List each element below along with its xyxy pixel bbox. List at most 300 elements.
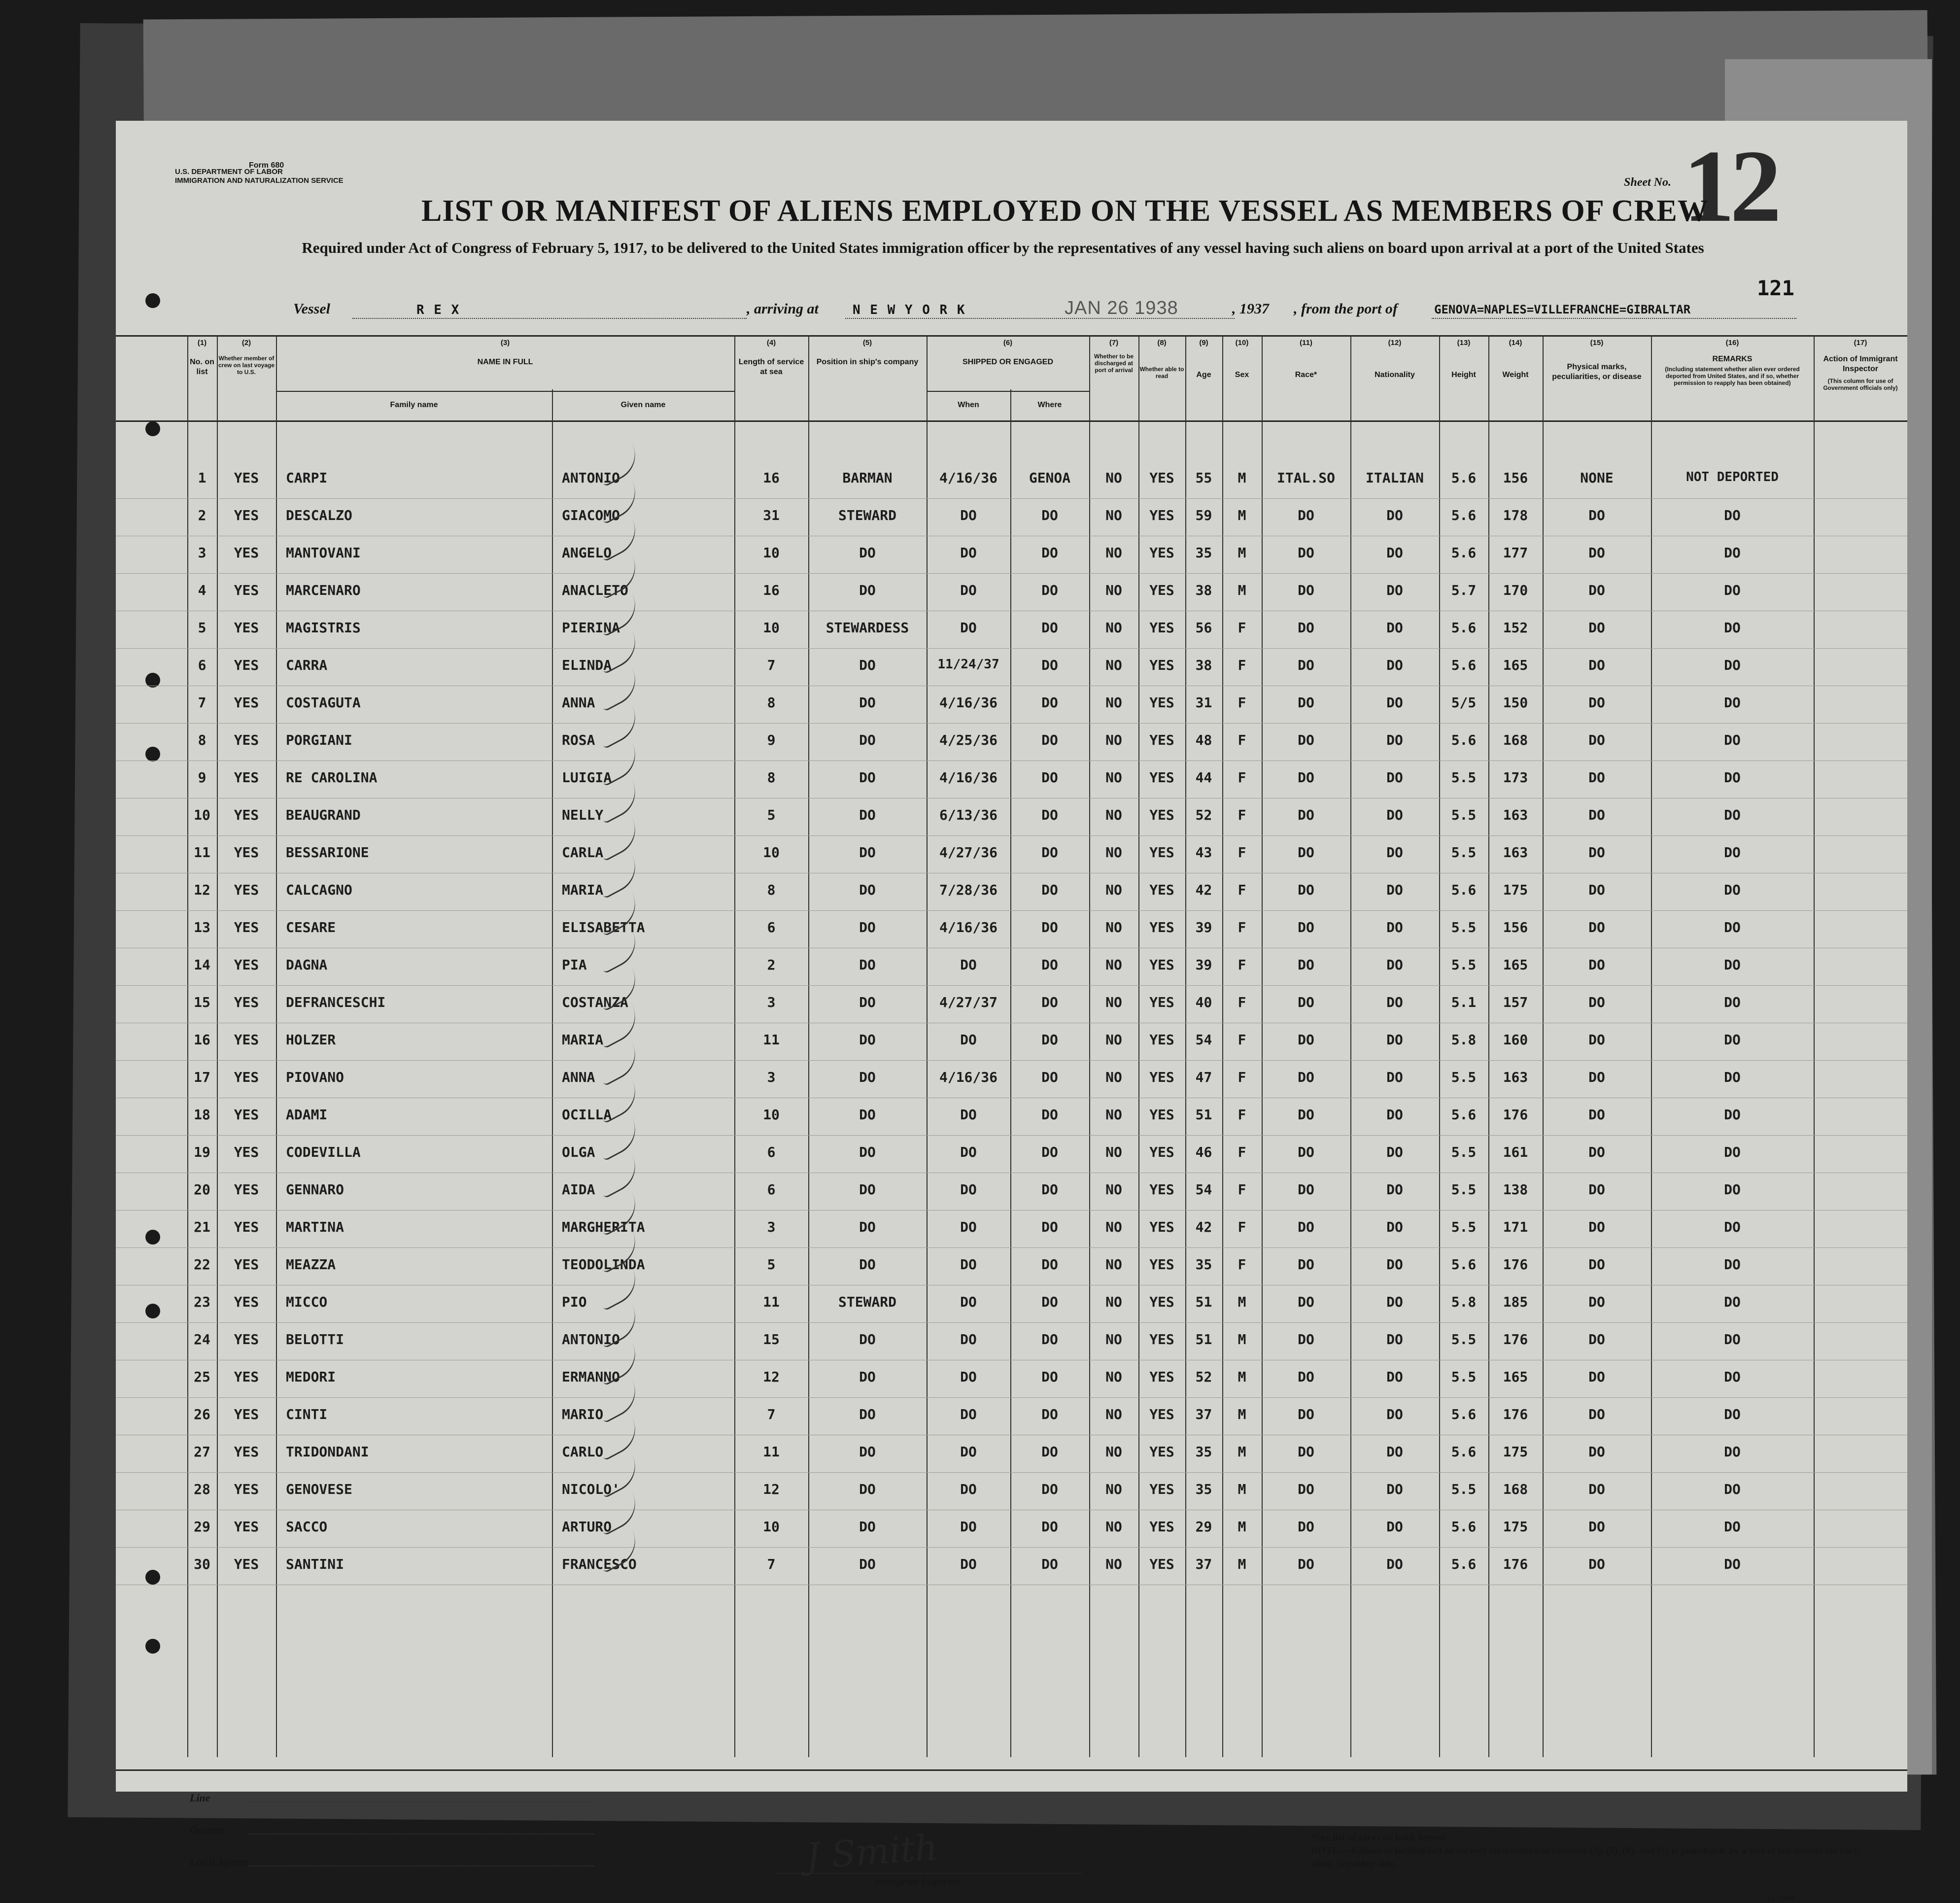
cell-previous-voyage: YES bbox=[234, 1556, 259, 1572]
cell-shipped-where: GENOA bbox=[1029, 470, 1071, 486]
cell-shipped-where: DO bbox=[1041, 769, 1058, 786]
cell-race: DO bbox=[1298, 694, 1314, 711]
cell-shipped-where: DO bbox=[1041, 1444, 1058, 1460]
cell-previous-voyage: YES bbox=[234, 1481, 259, 1497]
cell-service-length: 10 bbox=[763, 844, 780, 861]
cell-row-number: 24 bbox=[194, 1331, 210, 1348]
cell-height: 5/5 bbox=[1451, 694, 1477, 711]
cell-height: 5.6 bbox=[1451, 732, 1477, 748]
cell-physical-marks: DO bbox=[1588, 582, 1605, 598]
cell-given-name: MARGHERITA bbox=[562, 1219, 645, 1235]
footer-notes bbox=[1311, 1831, 1878, 1871]
cell-shipped-when: DO bbox=[960, 1519, 977, 1535]
cell-shipped-when: DO bbox=[960, 620, 977, 636]
cell-age: 54 bbox=[1195, 1181, 1212, 1198]
cell-family-name: ADAMI bbox=[286, 1107, 328, 1123]
cell-weight: 168 bbox=[1503, 1481, 1528, 1497]
cell-able-to-read: YES bbox=[1149, 1369, 1174, 1385]
cell-shipped-when: 4/16/36 bbox=[939, 694, 997, 711]
cell-given-name: ROSA bbox=[562, 732, 595, 748]
cell-discharged: NO bbox=[1105, 994, 1122, 1010]
cell-weight: 170 bbox=[1503, 582, 1528, 598]
cell-discharged: NO bbox=[1105, 1107, 1122, 1123]
cell-shipped-when: 7/28/36 bbox=[939, 882, 997, 898]
cell-row-number: 15 bbox=[194, 994, 210, 1010]
cell-race: DO bbox=[1298, 582, 1314, 598]
cell-discharged: NO bbox=[1105, 582, 1122, 598]
cell-previous-voyage: YES bbox=[234, 1294, 259, 1310]
shipped-subrule bbox=[927, 391, 1089, 392]
table-row bbox=[116, 536, 1907, 574]
cell-physical-marks: DO bbox=[1588, 1444, 1605, 1460]
cell-service-length: 12 bbox=[763, 1369, 780, 1385]
cell-race: DO bbox=[1298, 1144, 1314, 1160]
cell-row-number: 13 bbox=[194, 919, 210, 935]
department-name: U.S. DEPARTMENT OF LABOR bbox=[175, 168, 283, 176]
remarks-instruction: (Including statement whether alien ever ordered deported from United States, and if so, whether permission to reapply has been obtained) bbox=[1665, 366, 1800, 386]
table-row bbox=[116, 1360, 1907, 1398]
cell-nationality: DO bbox=[1386, 694, 1403, 711]
cell-remarks: DO bbox=[1724, 694, 1741, 711]
cell-remarks: DO bbox=[1724, 769, 1741, 786]
cell-age: 51 bbox=[1195, 1294, 1212, 1310]
cell-able-to-read: YES bbox=[1149, 657, 1174, 673]
cell-sex: M bbox=[1238, 545, 1246, 561]
form-number: Form 680 bbox=[249, 161, 284, 170]
column-header-shipped: (6) SHIPPED OR ENGAGED bbox=[962, 339, 1054, 366]
cell-row-number: 7 bbox=[198, 694, 206, 711]
cell-shipped-where: DO bbox=[1041, 1181, 1058, 1198]
cell-weight: 163 bbox=[1503, 807, 1528, 823]
cell-race: DO bbox=[1298, 1107, 1314, 1123]
cell-remarks: DO bbox=[1724, 1181, 1741, 1198]
cell-remarks: DO bbox=[1724, 545, 1741, 561]
cell-previous-voyage: YES bbox=[234, 1444, 259, 1460]
cell-nationality: DO bbox=[1386, 1519, 1403, 1535]
cell-family-name: HOLZER bbox=[286, 1032, 336, 1048]
cell-family-name: DESCALZO bbox=[286, 507, 352, 523]
cell-sex: F bbox=[1238, 919, 1246, 935]
cell-age: 37 bbox=[1195, 1556, 1212, 1572]
cell-shipped-when: 4/16/36 bbox=[939, 919, 997, 935]
cell-height: 5.5 bbox=[1451, 1219, 1477, 1235]
cell-position: DO bbox=[859, 1444, 876, 1460]
cell-remarks: DO bbox=[1724, 1331, 1741, 1348]
cell-position: DO bbox=[859, 1481, 876, 1497]
cell-race: DO bbox=[1298, 1519, 1314, 1535]
cell-discharged: NO bbox=[1105, 694, 1122, 711]
cell-given-name: AIDA bbox=[562, 1181, 595, 1198]
cell-previous-voyage: YES bbox=[234, 994, 259, 1010]
cell-able-to-read: YES bbox=[1149, 769, 1174, 786]
cell-physical-marks: NONE bbox=[1580, 470, 1614, 486]
cell-race: DO bbox=[1298, 957, 1314, 973]
cell-remarks: DO bbox=[1724, 1481, 1741, 1497]
footer-rule bbox=[116, 1769, 1907, 1771]
cell-race: DO bbox=[1298, 1181, 1314, 1198]
cell-weight: 163 bbox=[1503, 1069, 1528, 1085]
cell-row-number: 16 bbox=[194, 1032, 210, 1048]
cell-previous-voyage: YES bbox=[234, 807, 259, 823]
cell-row-number: 21 bbox=[194, 1219, 210, 1235]
table-row bbox=[116, 985, 1907, 1023]
cell-shipped-where: DO bbox=[1041, 1481, 1058, 1497]
cell-previous-voyage: YES bbox=[234, 919, 259, 935]
arrival-date-stamp: JAN 26 1938 bbox=[1065, 298, 1178, 318]
cell-family-name: CARRA bbox=[286, 657, 328, 673]
cell-height: 5.5 bbox=[1451, 919, 1477, 935]
cell-service-length: 10 bbox=[763, 545, 780, 561]
cell-able-to-read: YES bbox=[1149, 545, 1174, 561]
cell-family-name: BELOTTI bbox=[286, 1331, 344, 1348]
cell-family-name: CINTI bbox=[286, 1406, 328, 1422]
cell-nationality: DO bbox=[1386, 657, 1403, 673]
cell-height: 5.8 bbox=[1451, 1294, 1477, 1310]
cell-service-length: 3 bbox=[767, 1069, 776, 1085]
cell-given-name: PIA bbox=[562, 957, 587, 973]
cell-previous-voyage: YES bbox=[234, 732, 259, 748]
cell-age: 46 bbox=[1195, 1144, 1212, 1160]
table-row bbox=[116, 723, 1907, 761]
local-agents-label: Local Agents bbox=[190, 1856, 248, 1868]
cell-race: DO bbox=[1298, 732, 1314, 748]
cell-discharged: NO bbox=[1105, 769, 1122, 786]
cell-discharged: NO bbox=[1105, 1144, 1122, 1160]
cell-nationality: DO bbox=[1386, 1219, 1403, 1235]
cell-nationality: DO bbox=[1386, 1294, 1403, 1310]
cell-remarks: NOT DEPORTED bbox=[1686, 470, 1779, 484]
cell-position: DO bbox=[859, 919, 876, 935]
cell-shipped-when: 4/16/36 bbox=[939, 470, 997, 486]
signature-line bbox=[776, 1873, 1082, 1874]
cell-sex: F bbox=[1238, 1144, 1246, 1160]
cell-physical-marks: DO bbox=[1588, 1107, 1605, 1123]
cell-given-name: ANNA bbox=[562, 694, 595, 711]
cell-physical-marks: DO bbox=[1588, 1331, 1605, 1348]
cell-remarks: DO bbox=[1724, 1294, 1741, 1310]
cell-physical-marks: DO bbox=[1588, 1406, 1605, 1422]
cell-discharged: NO bbox=[1105, 919, 1122, 935]
cell-sex: M bbox=[1238, 1369, 1246, 1385]
cell-weight: 175 bbox=[1503, 1519, 1528, 1535]
cell-position: DO bbox=[859, 1406, 876, 1422]
cell-age: 47 bbox=[1195, 1069, 1212, 1085]
cell-service-length: 5 bbox=[767, 807, 776, 823]
cell-nationality: DO bbox=[1386, 882, 1403, 898]
cell-physical-marks: DO bbox=[1588, 769, 1605, 786]
cell-sex: M bbox=[1238, 1406, 1246, 1422]
cell-shipped-where: DO bbox=[1041, 620, 1058, 636]
cell-race: DO bbox=[1298, 507, 1314, 523]
cell-given-name: CARLA bbox=[562, 844, 604, 861]
cell-discharged: NO bbox=[1105, 807, 1122, 823]
cell-race: DO bbox=[1298, 882, 1314, 898]
cell-physical-marks: DO bbox=[1588, 657, 1605, 673]
cell-race: DO bbox=[1298, 657, 1314, 673]
cell-physical-marks: DO bbox=[1588, 507, 1605, 523]
cell-service-length: 6 bbox=[767, 919, 776, 935]
cell-race: DO bbox=[1298, 1369, 1314, 1385]
cell-shipped-where: DO bbox=[1041, 844, 1058, 861]
cell-row-number: 14 bbox=[194, 957, 210, 973]
cell-weight: 175 bbox=[1503, 882, 1528, 898]
cell-previous-voyage: YES bbox=[234, 694, 259, 711]
cell-height: 5.5 bbox=[1451, 1331, 1477, 1348]
cell-shipped-where: DO bbox=[1041, 882, 1058, 898]
cell-height: 5.5 bbox=[1451, 957, 1477, 973]
column-header-age: (9) Age bbox=[1196, 339, 1211, 379]
table-row bbox=[116, 686, 1907, 724]
cell-sex: M bbox=[1238, 1556, 1246, 1572]
cell-given-name: ANTONIO bbox=[562, 1331, 620, 1348]
manifest-sheet bbox=[116, 121, 1907, 1903]
cell-row-number: 19 bbox=[194, 1144, 210, 1160]
cell-discharged: NO bbox=[1105, 1219, 1122, 1235]
cell-shipped-when: DO bbox=[960, 1181, 977, 1198]
cell-shipped-when: DO bbox=[960, 582, 977, 598]
cell-nationality: DO bbox=[1386, 844, 1403, 861]
cell-position: DO bbox=[859, 1032, 876, 1048]
cell-service-length: 15 bbox=[763, 1331, 780, 1348]
cell-able-to-read: YES bbox=[1149, 1107, 1174, 1123]
cell-weight: 171 bbox=[1503, 1219, 1528, 1235]
cell-row-number: 8 bbox=[198, 732, 206, 748]
cell-given-name: ERMANNO bbox=[562, 1369, 620, 1385]
cell-previous-voyage: YES bbox=[234, 1406, 259, 1422]
cell-remarks: DO bbox=[1724, 919, 1741, 935]
table-row bbox=[116, 611, 1907, 649]
cell-discharged: NO bbox=[1105, 1556, 1122, 1572]
cell-shipped-where: DO bbox=[1041, 1219, 1058, 1235]
cell-shipped-where: DO bbox=[1041, 732, 1058, 748]
cell-previous-voyage: YES bbox=[234, 882, 259, 898]
cell-sex: F bbox=[1238, 694, 1246, 711]
cell-previous-voyage: YES bbox=[234, 957, 259, 973]
cell-given-name: OLGA bbox=[562, 1144, 595, 1160]
cell-able-to-read: YES bbox=[1149, 1181, 1174, 1198]
cell-family-name: BESSARIONE bbox=[286, 844, 369, 861]
cell-row-number: 18 bbox=[194, 1107, 210, 1123]
cell-previous-voyage: YES bbox=[234, 470, 259, 486]
column-header-service: (4) Length of service at sea bbox=[738, 339, 804, 376]
cell-discharged: NO bbox=[1105, 507, 1122, 523]
cell-shipped-when: DO bbox=[960, 1256, 977, 1273]
cell-given-name: TEODOLINDA bbox=[562, 1256, 645, 1273]
cell-shipped-where: DO bbox=[1041, 1369, 1058, 1385]
cell-able-to-read: YES bbox=[1149, 470, 1174, 486]
cell-race: DO bbox=[1298, 919, 1314, 935]
cell-weight: 185 bbox=[1503, 1294, 1528, 1310]
cell-position: DO bbox=[859, 1181, 876, 1198]
column-header-inspector-action: (17) Action of Immigrant Inspector (This column for use of Government officials only) bbox=[1814, 337, 1907, 420]
cell-service-length: 11 bbox=[763, 1294, 780, 1310]
cell-shipped-when: 4/25/36 bbox=[939, 732, 997, 748]
cell-physical-marks: DO bbox=[1588, 919, 1605, 935]
cell-sex: F bbox=[1238, 957, 1246, 973]
cell-previous-voyage: YES bbox=[234, 769, 259, 786]
cell-physical-marks: DO bbox=[1588, 732, 1605, 748]
cell-able-to-read: YES bbox=[1149, 1519, 1174, 1535]
cell-position: DO bbox=[859, 1256, 876, 1273]
cell-shipped-when: DO bbox=[960, 507, 977, 523]
table-row bbox=[116, 948, 1907, 986]
cell-height: 5.6 bbox=[1451, 620, 1477, 636]
cell-height: 5.1 bbox=[1451, 994, 1477, 1010]
cell-shipped-when: DO bbox=[960, 1144, 977, 1160]
cell-able-to-read: YES bbox=[1149, 694, 1174, 711]
cell-weight: 150 bbox=[1503, 694, 1528, 711]
cell-weight: 165 bbox=[1503, 1369, 1528, 1385]
cell-able-to-read: YES bbox=[1149, 1256, 1174, 1273]
cell-family-name: PIOVANO bbox=[286, 1069, 344, 1085]
given-name-subheader: Given name bbox=[620, 401, 666, 409]
cell-discharged: NO bbox=[1105, 1444, 1122, 1460]
column-header-nationality: (12) Nationality bbox=[1375, 339, 1415, 379]
cell-remarks: DO bbox=[1724, 507, 1741, 523]
sheet-number-stamp: 12 bbox=[1683, 129, 1777, 243]
column-header-race: (11) Race* bbox=[1295, 339, 1317, 379]
cell-previous-voyage: YES bbox=[234, 545, 259, 561]
cell-shipped-when: 4/16/36 bbox=[939, 1069, 997, 1085]
cell-nationality: DO bbox=[1386, 1144, 1403, 1160]
cell-remarks: DO bbox=[1724, 582, 1741, 598]
cell-physical-marks: DO bbox=[1588, 1519, 1605, 1535]
cell-weight: 152 bbox=[1503, 620, 1528, 636]
cell-row-number: 27 bbox=[194, 1444, 210, 1460]
inspector-instruction: (This column for use of Government officials only) bbox=[1823, 378, 1898, 391]
cell-family-name: BEAUGRAND bbox=[286, 807, 361, 823]
from-port-label: , from the port of bbox=[1294, 301, 1398, 317]
column-header-weight: (14) Weight bbox=[1502, 339, 1529, 379]
cell-weight: 157 bbox=[1503, 994, 1528, 1010]
cell-previous-voyage: YES bbox=[234, 1032, 259, 1048]
cell-family-name: DEFRANCESCHI bbox=[286, 994, 386, 1010]
table-row bbox=[116, 1397, 1907, 1435]
cell-weight: 178 bbox=[1503, 507, 1528, 523]
page-title: LIST OR MANIFEST OF ALIENS EMPLOYED ON THE VESSEL AS MEMBERS OF CREW bbox=[421, 194, 1709, 228]
cell-row-number: 22 bbox=[194, 1256, 210, 1273]
cell-race: DO bbox=[1298, 769, 1314, 786]
cell-service-length: 31 bbox=[763, 507, 780, 523]
table-row bbox=[116, 761, 1907, 798]
cell-sex: F bbox=[1238, 620, 1246, 636]
cell-remarks: DO bbox=[1724, 1519, 1741, 1535]
cell-previous-voyage: YES bbox=[234, 1256, 259, 1273]
cell-sex: F bbox=[1238, 1181, 1246, 1198]
year-label: , 1937 bbox=[1232, 301, 1269, 317]
cell-family-name: CARPI bbox=[286, 470, 328, 486]
cell-previous-voyage: YES bbox=[234, 1069, 259, 1085]
cell-shipped-where: DO bbox=[1041, 1519, 1058, 1535]
cell-given-name: COSTANZA bbox=[562, 994, 628, 1010]
cell-shipped-where: DO bbox=[1041, 957, 1058, 973]
cell-given-name: FRANCESCO bbox=[562, 1556, 637, 1572]
column-header-read: (8) Whether able to read bbox=[1139, 339, 1184, 380]
cell-sex: F bbox=[1238, 732, 1246, 748]
where-subheader: Where bbox=[1037, 401, 1062, 409]
cell-weight: 168 bbox=[1503, 732, 1528, 748]
cell-weight: 176 bbox=[1503, 1406, 1528, 1422]
cell-remarks: DO bbox=[1724, 957, 1741, 973]
cell-given-name: NICOLO' bbox=[562, 1481, 620, 1497]
cell-discharged: NO bbox=[1105, 1406, 1122, 1422]
cell-position: DO bbox=[859, 694, 876, 711]
name-subrule bbox=[276, 391, 734, 392]
table-header bbox=[116, 335, 1907, 422]
cell-family-name: MANTOVANI bbox=[286, 545, 361, 561]
cell-height: 5.5 bbox=[1451, 807, 1477, 823]
cell-family-name: TRIDONDANI bbox=[286, 1444, 369, 1460]
cell-age: 55 bbox=[1195, 470, 1212, 486]
cell-shipped-when: DO bbox=[960, 957, 977, 973]
cell-discharged: NO bbox=[1105, 1481, 1122, 1497]
cell-family-name: MARTINA bbox=[286, 1219, 344, 1235]
cell-previous-voyage: YES bbox=[234, 1144, 259, 1160]
cell-age: 31 bbox=[1195, 694, 1212, 711]
cell-given-name: LUIGIA bbox=[562, 769, 612, 786]
cell-race: DO bbox=[1298, 620, 1314, 636]
cell-shipped-when: DO bbox=[960, 1444, 977, 1460]
cell-shipped-when: 11/24/37 bbox=[937, 657, 999, 672]
cell-age: 42 bbox=[1195, 1219, 1212, 1235]
from-port-dotted-rule bbox=[1432, 318, 1796, 319]
cell-age: 48 bbox=[1195, 732, 1212, 748]
cell-row-number: 9 bbox=[198, 769, 206, 786]
table-row bbox=[116, 498, 1907, 536]
cell-position: DO bbox=[859, 957, 876, 973]
cell-height: 5.5 bbox=[1451, 1369, 1477, 1385]
cell-sex: F bbox=[1238, 882, 1246, 898]
vessel-label: Vessel bbox=[293, 301, 330, 317]
cell-height: 5.5 bbox=[1451, 1069, 1477, 1085]
cell-position: DO bbox=[859, 1219, 876, 1235]
cell-given-name: PIO bbox=[562, 1294, 587, 1310]
cell-nationality: DO bbox=[1386, 545, 1403, 561]
when-subheader: When bbox=[958, 401, 979, 409]
cell-given-name: ELISABETTA bbox=[562, 919, 645, 935]
table-row bbox=[116, 1135, 1907, 1173]
table-row bbox=[116, 835, 1907, 873]
cell-previous-voyage: YES bbox=[234, 1107, 259, 1123]
cell-age: 43 bbox=[1195, 844, 1212, 861]
arrival-port: N E W Y O R K bbox=[853, 303, 966, 317]
cell-height: 5.5 bbox=[1451, 844, 1477, 861]
table-row bbox=[116, 1098, 1907, 1136]
form-print-code: 14—1940 bbox=[1767, 1895, 1794, 1903]
cell-given-name: MARIA bbox=[562, 1032, 604, 1048]
cell-row-number: 23 bbox=[194, 1294, 210, 1310]
cell-sex: F bbox=[1238, 807, 1246, 823]
cell-previous-voyage: YES bbox=[234, 1519, 259, 1535]
line-field bbox=[249, 1801, 594, 1802]
cell-race: DO bbox=[1298, 1556, 1314, 1572]
cell-given-name: GIACOMO bbox=[562, 507, 620, 523]
cell-position: DO bbox=[859, 1556, 876, 1572]
cell-family-name: RE CAROLINA bbox=[286, 769, 378, 786]
cell-remarks: DO bbox=[1724, 732, 1741, 748]
cell-shipped-when: DO bbox=[960, 1294, 977, 1310]
column-header-physical-marks: (15) Physical marks, peculiarities, or disease bbox=[1552, 339, 1642, 381]
cell-position: DO bbox=[859, 582, 876, 598]
cell-age: 35 bbox=[1195, 1256, 1212, 1273]
cell-discharged: NO bbox=[1105, 844, 1122, 861]
cell-sex: M bbox=[1238, 470, 1246, 486]
cell-family-name: COSTAGUTA bbox=[286, 694, 361, 711]
cell-discharged: NO bbox=[1105, 957, 1122, 973]
cell-service-length: 8 bbox=[767, 694, 776, 711]
cell-able-to-read: YES bbox=[1149, 1144, 1174, 1160]
local-agents-field bbox=[249, 1866, 594, 1867]
